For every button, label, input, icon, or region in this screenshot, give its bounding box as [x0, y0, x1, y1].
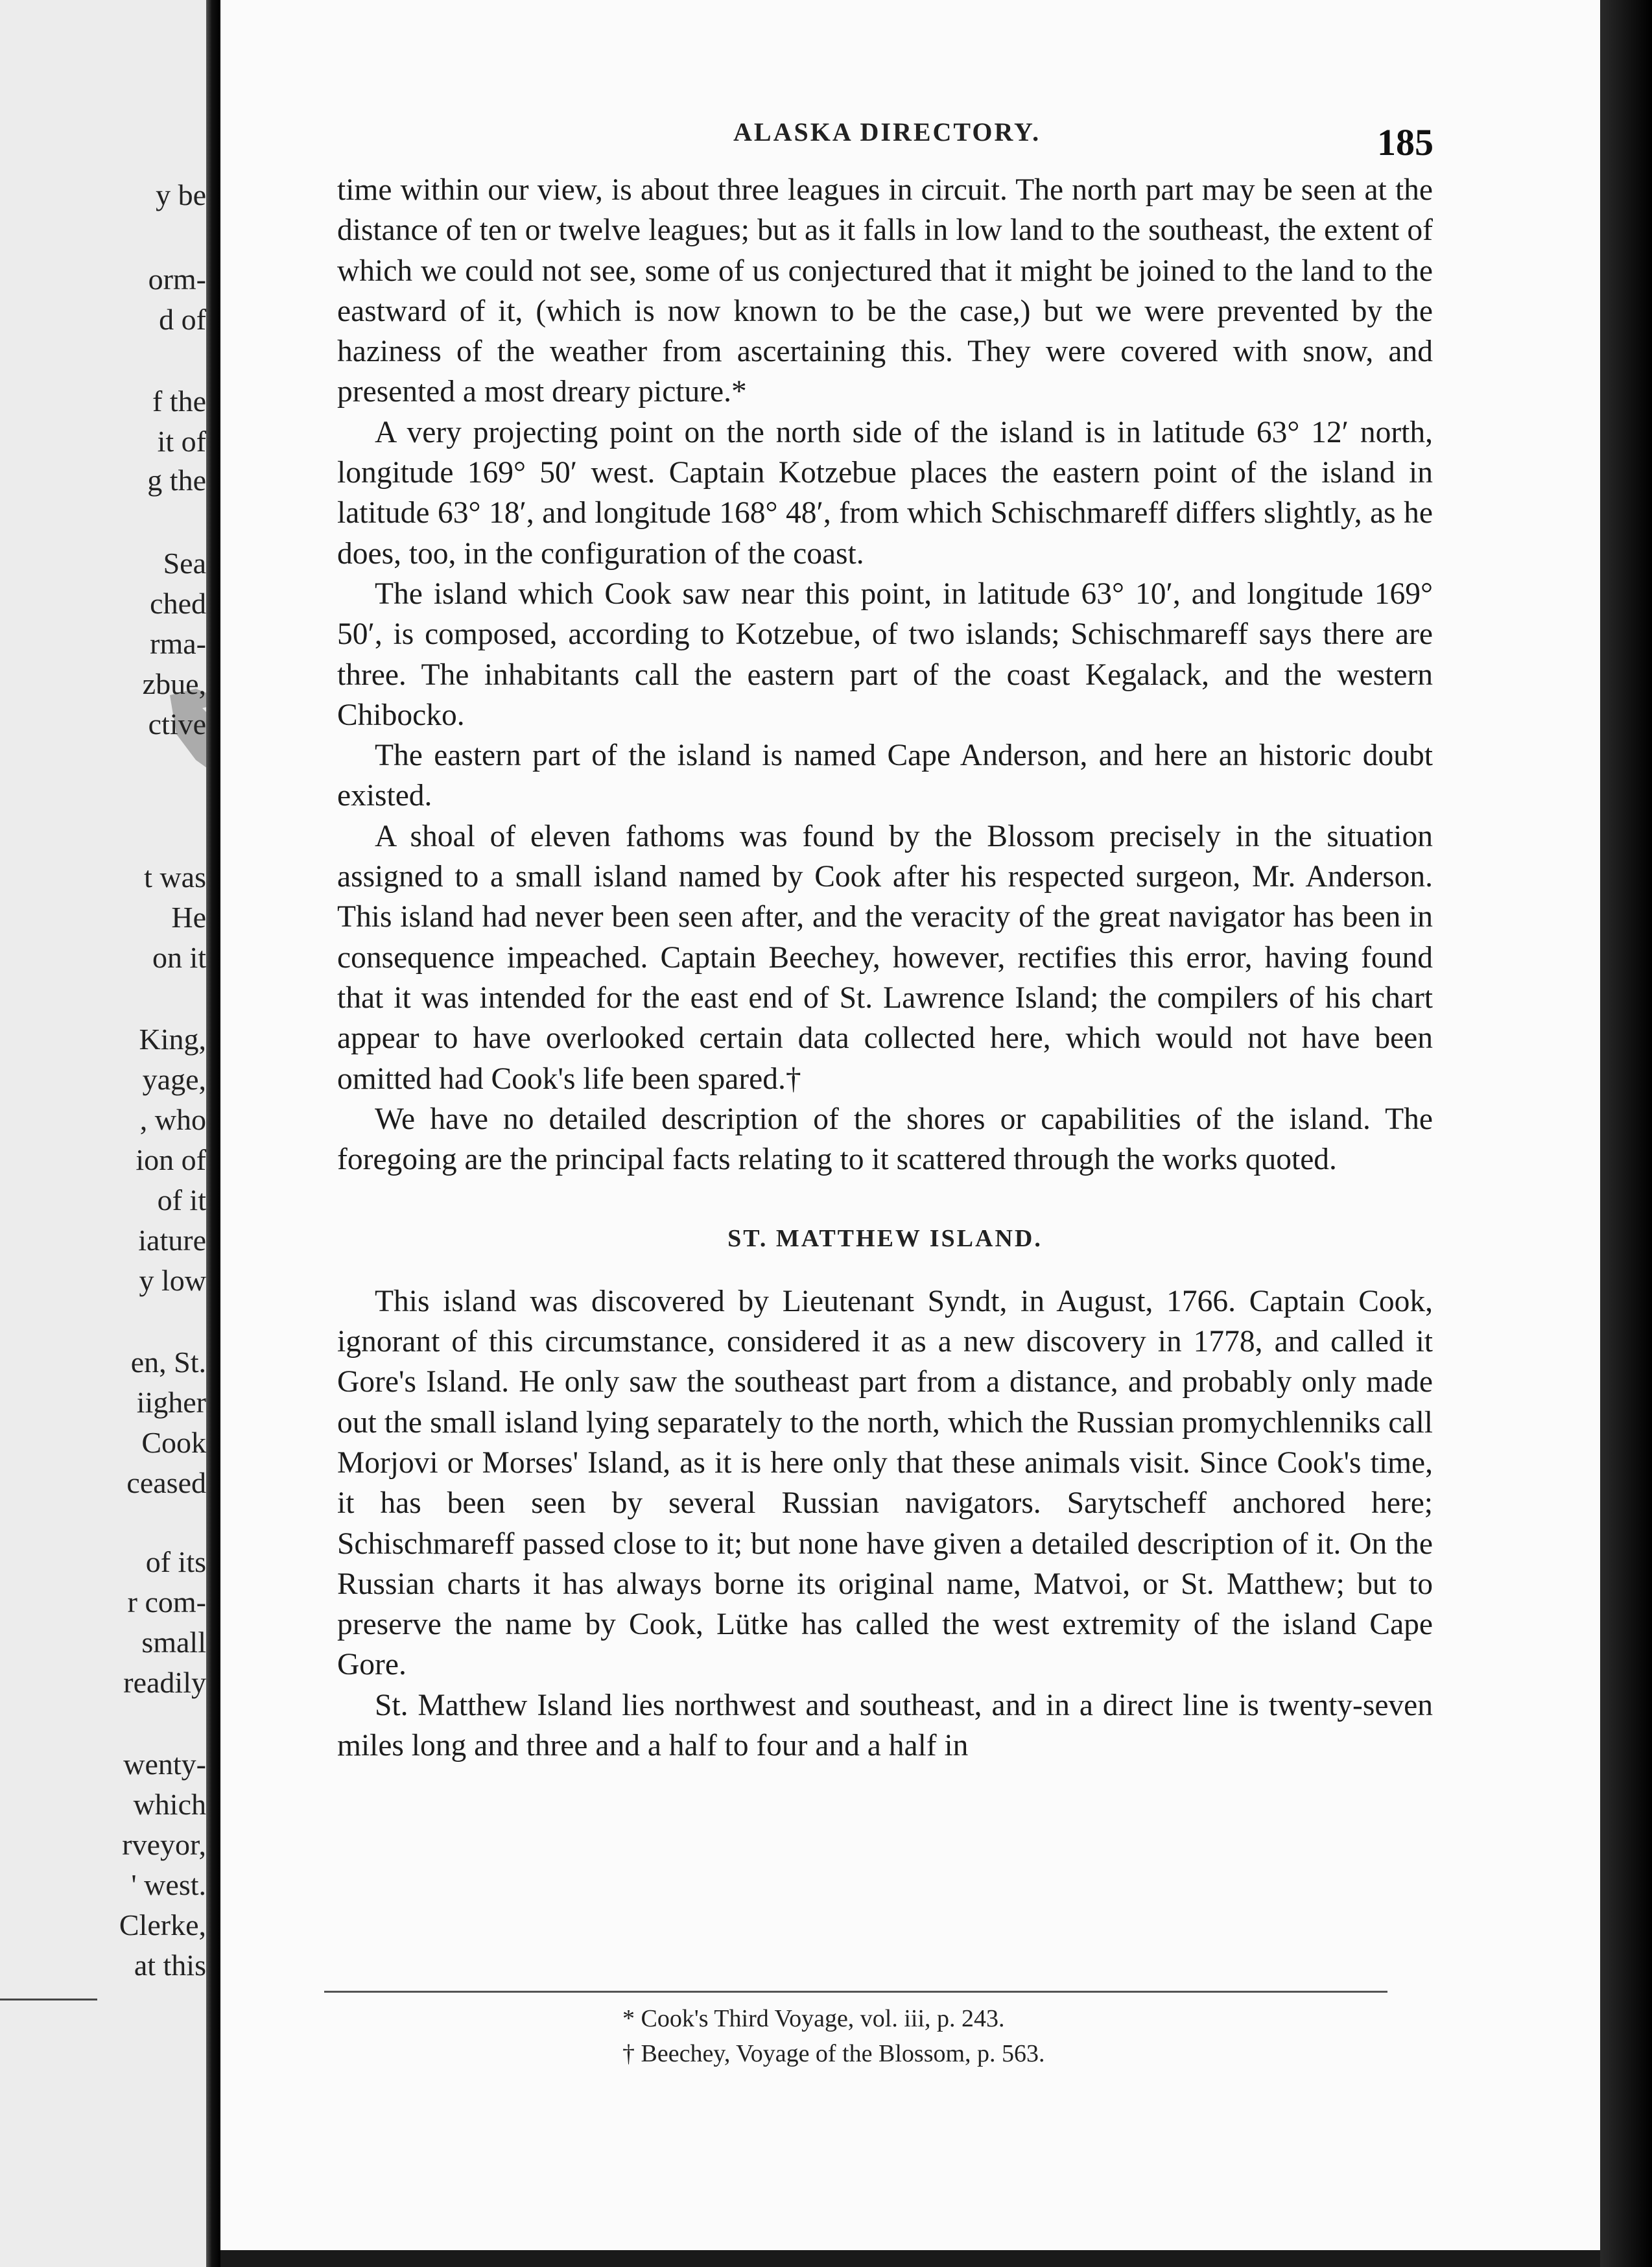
left-page-line: of its [145, 1545, 206, 1578]
left-page-line: which [133, 1788, 206, 1821]
running-head: ALASKA DIRECTORY. [733, 117, 1041, 147]
left-page-line: Sea [163, 547, 206, 580]
left-page-line: y be [156, 178, 206, 211]
paragraph: St. Matthew Island lies northwest and southeast, and in a direct line is twenty-seven miles long and three and a half to four and a half in [337, 1688, 1433, 1763]
paragraph: The eastern part of the island is named Cape Anderson, and here an historic doubt existed. [337, 739, 1433, 813]
left-page-line: it of [157, 425, 206, 458]
section-heading: ST. MATTHEW ISLAND. [727, 1225, 1043, 1253]
paragraph: The island which Cook saw near this point, in latitude 63° 10′, and longitude 169° 50′, is composed, according to Kotzebue, of two islands; Schischmareff says there are three. The inhabitants call the eastern part of the coast Kegalack, and the western Chibocko. [337, 576, 1433, 732]
page-number: 185 [1377, 121, 1434, 163]
left-page-line: of it [157, 1183, 206, 1217]
left-page-line: ctive [148, 707, 206, 741]
footnote: † Beechey, Voyage of the Blossom, p. 563. [622, 2040, 1045, 2067]
paragraph: A very projecting point on the north side of the island is in latitude 63° 12′ north, longitude 169° 50′ west. Captain Kotzebue places the eastern point of the island in latitude 63° 18′, and longitude 168° 48′, from which Schischmareff differs slightly, as he does, too, in the configuration of the coast. [337, 415, 1433, 571]
left-page-line: wenty- [123, 1748, 206, 1781]
left-page-line: ion of [136, 1143, 206, 1176]
left-page-line: orm- [148, 263, 206, 296]
left-page-line: en, St. [130, 1346, 206, 1379]
book-gutter [206, 0, 220, 2267]
footnote-rule [324, 1991, 1387, 1993]
left-page-line: t was [144, 861, 206, 894]
left-page-line: readily [123, 1666, 206, 1699]
left-page-line: y low [139, 1264, 206, 1297]
left-page-line: He [171, 901, 206, 934]
left-page-line: King, [139, 1023, 206, 1056]
left-page-line: d of [159, 303, 206, 336]
left-page-line: ceased [126, 1466, 206, 1499]
left-page-line: r com- [127, 1585, 206, 1619]
left-page-line: ' west. [131, 1868, 206, 1901]
left-page-line: rma- [150, 627, 206, 660]
paragraph: We have no detailed description of the shores or capabilities of the island. The foregoing are the principal facts relating to it scattered through the works quoted. [337, 1102, 1433, 1177]
left-page-line: small [141, 1626, 206, 1659]
left-page-line: at this [134, 1949, 206, 1982]
left-page-line: , who [139, 1103, 206, 1136]
left-page-line: on it [152, 941, 206, 974]
left-page-line: ched [150, 587, 206, 620]
left-page-line: yage, [142, 1063, 206, 1096]
body-text [337, 170, 1433, 1766]
paragraph: This island was discovered by Lieutenant Syndt, in August, 1766. Captain Cook, ignorant of this circumstance, considered it as a new discovery in 1778, and called it Gore's Island. He only saw the southeast part from a distance, and probably only made out the small island lying separately to the north, which the Russian promychlenniks call Morjovi or Morses' Island, as it is here only that these animals visit. Since Cook's time, it has been seen by several Russian navigators. Sarytscheff anchored here; Schischmareff passed close to it; but none have given a detailed description of it. On the Russian charts it has always borne its original name, Matvoi, or St. Matthew; but to preserve the name by Cook, Lütke has called the west extremity of the island Cape Gore. [337, 1284, 1433, 1682]
left-page-line: iature [138, 1224, 206, 1257]
left-page-line: Clerke, [119, 1908, 206, 1941]
left-page-line: Cook [141, 1426, 206, 1459]
left-page-line: zbue, [142, 667, 206, 700]
left-page-rule [0, 1999, 97, 2000]
left-facing-page [0, 0, 206, 2267]
left-page-line: iigher [136, 1386, 206, 1419]
paragraph: A shoal of eleven fathoms was found by the Blossom precisely in the situation assigned to a small island named by Cook after his respected surgeon, Mr. Anderson. This island had never been seen after, and the veracity of the great navigator has been in consequence impeached. Captain Beechey, however, rectifies this error, having found that it was intended for the east end of St. Lawrence Island; the compilers of his chart appear to have overlooked certain data collected here, which would not have been omitted had Cook's life been spared.† [337, 819, 1433, 1096]
page-edge-shadow [1600, 0, 1652, 2267]
left-page-line: rveyor, [122, 1828, 206, 1861]
left-page-line: g the [147, 464, 206, 497]
footnotes [622, 2001, 1400, 2071]
footnote: * Cook's Third Voyage, vol. iii, p. 243. [622, 2005, 1005, 2032]
left-page-line: f the [152, 385, 206, 418]
paragraph: time within our view, is about three leagues in circuit. The north part may be seen at the distance of ten or twelve leagues; but as it falls in low land to the southeast, the extent of which we could not see, some of us conjectured that it might be joined to the land to the eastward of it, (which is now known to be the case,) but we were prevented by the haziness of the weather from ascertaining this. They were covered with snow, and presented a most dreary picture.* [337, 173, 1433, 409]
